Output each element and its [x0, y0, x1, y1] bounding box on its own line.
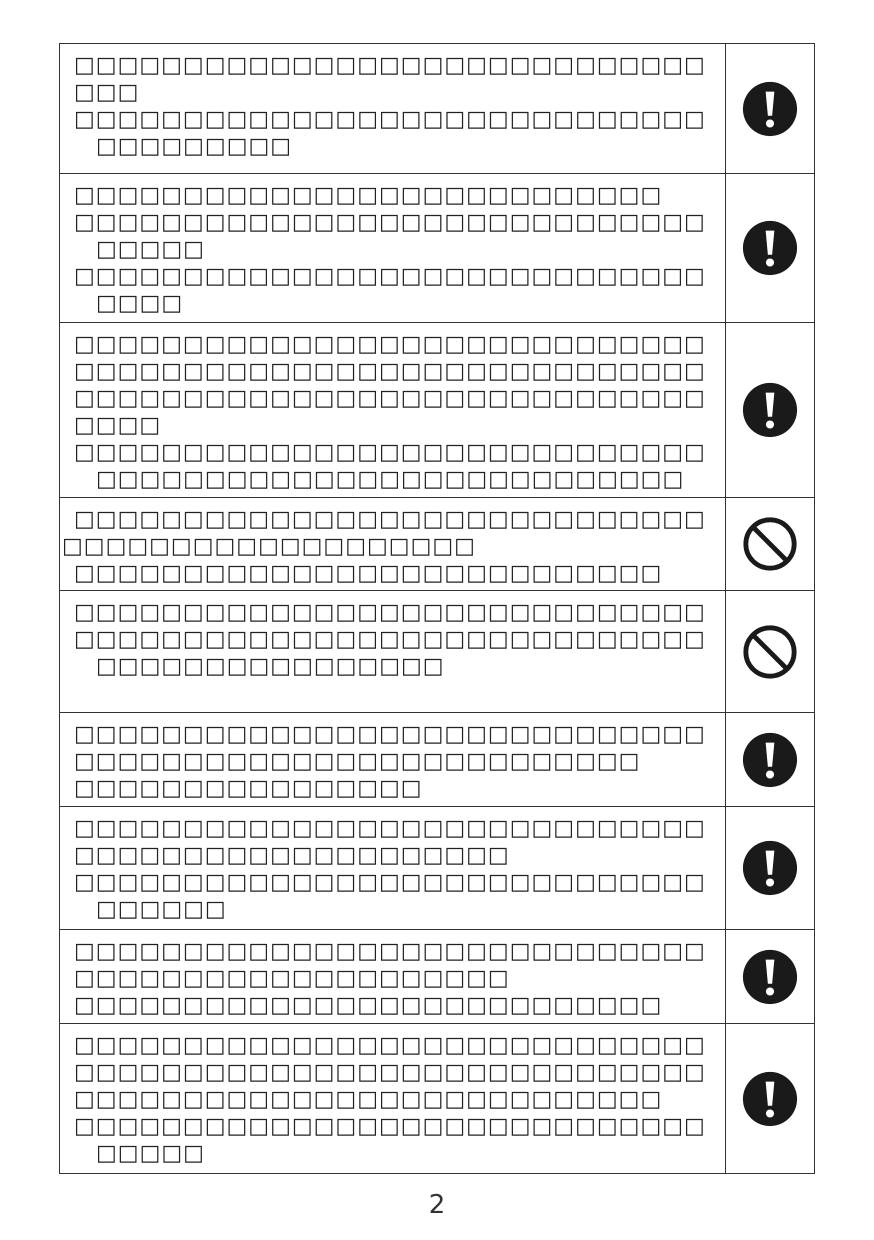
symbol-cell: [726, 807, 814, 929]
text-line: □□□□□□□□□□□□□□□□□□□□: [74, 966, 510, 991]
warning-text: [60, 591, 726, 712]
text-line: □□□□□: [96, 1141, 205, 1166]
text-line: □□□□□□□□□□□□□□□□□□□□□□□□□□□: [74, 993, 663, 1018]
mandatory-icon: [741, 381, 799, 439]
warning-text: [60, 713, 726, 806]
mandatory-icon: [741, 948, 799, 1006]
text-line: □□□□□□□□□□□□□□□□□□□□□□□□□□□□□: [74, 939, 706, 964]
text-line: □□□□□□□□□□□□□□□□□□□□□□□□□□□□□: [74, 210, 706, 235]
warning-row: [60, 929, 814, 1023]
text-line: □□□□□□□□□□□□□□□□: [96, 654, 445, 679]
text-line: □□□□□□□□□□□□□□□□□□□□□□□□□□□□□: [74, 507, 706, 532]
text-line: □□□□□□□□□□□□□□□□□□□□□□□□□□□□□: [74, 53, 706, 78]
warning-row: [60, 44, 814, 173]
text-line: □□□□□□□□□□□□□□□□□□□□□□□□□□□□□: [74, 107, 706, 132]
text-line: □□□□□□: [96, 897, 227, 922]
text-line: □□□□□□□□□□□□□□□□□□□□□□□□□□□□□: [74, 332, 706, 357]
text-line: □□□□□□□□□□□□□□□□□□□□□□□□□□□□□: [74, 440, 706, 465]
warning-row: [60, 806, 814, 929]
text-line: □□□: [74, 80, 140, 105]
mandatory-icon: [741, 839, 799, 897]
mandatory-icon: [741, 219, 799, 277]
warning-text: [60, 1024, 726, 1173]
mandatory-icon: [741, 80, 799, 138]
text-line: □□□□□□□□□□□□□□□□□□□□□□□□□□□□□: [74, 627, 706, 652]
text-line: □□□□□□□□□□□□□□□□□□□□□□□□□□□□□: [74, 1033, 706, 1058]
text-line: □□□□□□□□□□□□□□□□□□□□□□□□□□□: [74, 1087, 663, 1112]
text-line: □□□□□□□□□□□□□□□□□□□□□□□□□□□: [74, 561, 663, 586]
text-line: □□□□□□□□□□□□□□□□□□□□□□□□□□□□□: [74, 600, 706, 625]
text-line: □□□□□□□□□□□□□□□□□□□□□□□□□□□□□: [74, 870, 706, 895]
prohibited-icon: [741, 623, 799, 681]
warning-text: [60, 807, 726, 929]
warning-text: [60, 323, 726, 497]
text-line: □□□□□□□□□□□□□□□□□□□: [62, 534, 476, 559]
text-line: □□□□□□□□□□□□□□□□□□□□□□□□□□□: [74, 183, 663, 208]
warning-text: [60, 498, 726, 590]
warning-row: [60, 590, 814, 712]
mandatory-icon: [741, 1070, 799, 1128]
text-line: □□□□□□□□□□□□□□□□□□□□□□□□□□□□□: [74, 264, 706, 289]
symbol-cell: [726, 1024, 814, 1173]
warning-row: [60, 1023, 814, 1173]
text-line: □□□□□□□□□□□□□□□□□□□□□□□□□□: [74, 749, 641, 774]
mandatory-icon: [741, 731, 799, 789]
symbol-cell: [726, 44, 814, 173]
warning-text: [60, 174, 726, 322]
text-line: □□□□□□□□□□□□□□□□□□□□□□□□□□□□□: [74, 386, 706, 411]
text-line: □□□□□□□□□: [96, 134, 293, 159]
text-line: □□□□□□□□□□□□□□□□□□□□□□□□□□□□□: [74, 1114, 706, 1139]
text-line: □□□□: [74, 413, 162, 438]
text-line: □□□□□□□□□□□□□□□□□□□□□□□□□□□□□: [74, 1060, 706, 1085]
prohibited-icon: [741, 515, 799, 573]
text-line: □□□□□□□□□□□□□□□□: [74, 776, 423, 801]
symbol-cell: [726, 498, 814, 590]
page-number: 2: [428, 1190, 446, 1220]
symbol-cell: [726, 713, 814, 806]
symbol-cell: [726, 930, 814, 1023]
symbol-cell: [726, 174, 814, 322]
symbol-cell: [726, 591, 814, 712]
text-line: □□□□□□□□□□□□□□□□□□□□□□□□□□□□□: [74, 359, 706, 384]
text-line: □□□□□□□□□□□□□□□□□□□□: [74, 843, 510, 868]
warning-row: [60, 712, 814, 806]
text-line: □□□□: [96, 291, 184, 316]
text-line: □□□□□□□□□□□□□□□□□□□□□□□□□□□□□: [74, 722, 706, 747]
warning-text: [60, 930, 726, 1023]
warning-row: [60, 497, 814, 590]
warning-text: [60, 44, 726, 173]
text-line: □□□□□: [96, 237, 205, 262]
warning-row: [60, 173, 814, 322]
text-line: □□□□□□□□□□□□□□□□□□□□□□□□□□□□□: [74, 816, 706, 841]
warning-table: [59, 43, 815, 1174]
text-line: □□□□□□□□□□□□□□□□□□□□□□□□□□□: [96, 467, 685, 492]
symbol-cell: [726, 323, 814, 497]
warning-row: [60, 322, 814, 497]
